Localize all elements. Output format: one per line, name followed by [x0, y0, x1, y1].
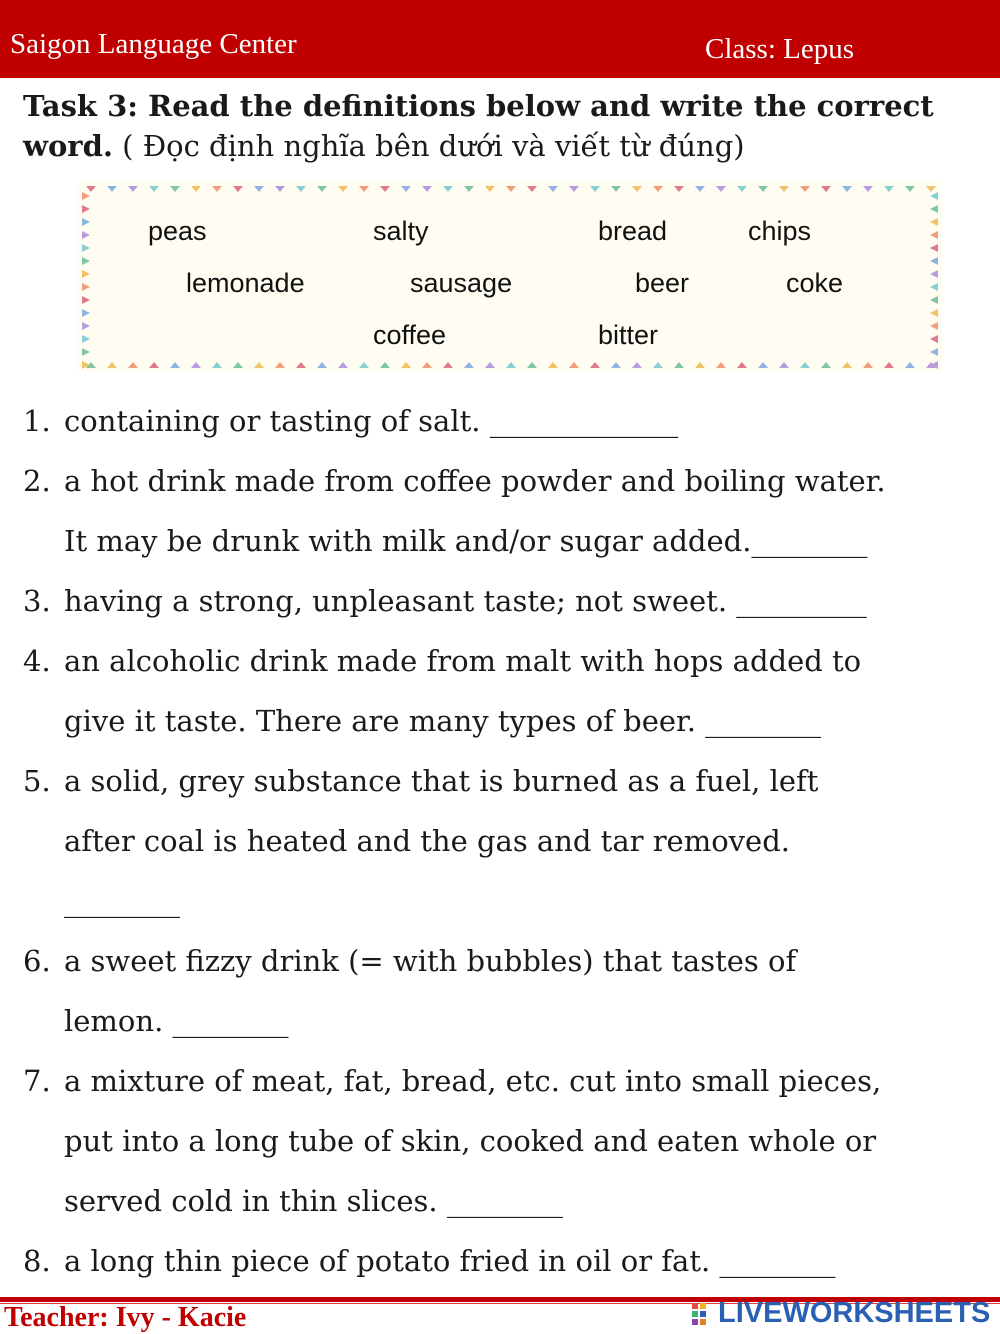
border-ornament [317, 362, 327, 368]
border-ornament [590, 362, 600, 368]
border-ornament [317, 186, 327, 192]
task-title: Task 3: Read the definitions below and write the correct word. [23, 89, 934, 163]
border-ornament [82, 192, 90, 200]
border-ornament [779, 186, 789, 192]
task-instruction [23, 86, 983, 166]
border-ornament [674, 362, 684, 368]
border-ornament [930, 257, 938, 265]
question-text: an alcoholic drink made from malt with hops added to [64, 644, 862, 678]
border-ornament [212, 186, 222, 192]
teacher-name: Teacher: Ivy - Kacie [4, 1302, 247, 1333]
border-ornament [863, 362, 873, 368]
border-ornament [170, 186, 180, 192]
question-text[interactable]: served cold in thin slices. ________ [64, 1184, 563, 1218]
border-ornament [82, 257, 90, 265]
border-ornament [82, 322, 90, 330]
question-text[interactable]: give it taste. There are many types of beer. ________ [64, 704, 822, 738]
border-ornament [128, 186, 138, 192]
border-ornament [842, 362, 852, 368]
border-ornament [674, 186, 684, 192]
border-ornament [191, 186, 201, 192]
word-bank-item: coffee [373, 320, 447, 350]
border-ornament [296, 362, 306, 368]
border-ornament [611, 186, 621, 192]
header-bar [0, 0, 1000, 78]
border-ornament [800, 362, 810, 368]
question-number: 3. [23, 584, 51, 618]
border-ornament [821, 362, 831, 368]
question-number: 7. [23, 1064, 51, 1098]
question-text: a mixture of meat, fat, bread, etc. cut into small pieces, [64, 1064, 882, 1098]
question-text[interactable]: It may be drunk with milk and/or sugar added.________ [64, 524, 868, 558]
border-ornament [401, 186, 411, 192]
word-bank-item: lemonade [186, 268, 305, 298]
question-text: a sweet fizzy drink (= with bubbles) that tastes of [64, 944, 797, 978]
border-ornament [863, 186, 873, 192]
border-ornament [821, 186, 831, 192]
border-ornament [443, 362, 453, 368]
border-ornament [527, 186, 537, 192]
border-ornament [506, 186, 516, 192]
border-ornament [930, 231, 938, 239]
border-ornament [506, 362, 516, 368]
border-ornament [930, 335, 938, 343]
border-ornament [149, 362, 159, 368]
question-number: 6. [23, 944, 51, 978]
border-ornament [653, 362, 663, 368]
border-ornament [842, 186, 852, 192]
word-bank-item: peas [148, 216, 207, 246]
border-ornament [82, 309, 90, 317]
border-ornament [485, 186, 495, 192]
border-ornament [86, 186, 96, 192]
border-ornament [930, 244, 938, 252]
school-name: Saigon Language Center [10, 28, 297, 60]
border-ornament [758, 362, 768, 368]
border-ornament [930, 283, 938, 291]
border-ornament [926, 186, 936, 192]
border-ornament [632, 362, 642, 368]
border-ornament [464, 362, 474, 368]
border-ornament [380, 186, 390, 192]
question-text: a solid, grey substance that is burned as a fuel, left [64, 764, 819, 798]
border-ornament [930, 322, 938, 330]
question-text[interactable]: having a strong, unpleasant taste; not sweet. _________ [64, 584, 867, 618]
class-name: Class: Lepus [705, 33, 855, 65]
border-ornament [233, 186, 243, 192]
border-ornament [82, 244, 90, 252]
border-ornament [296, 186, 306, 192]
border-ornament [380, 362, 390, 368]
liveworksheets-logo-icon [690, 1297, 716, 1331]
border-ornament [884, 362, 894, 368]
question-number: 8. [23, 1244, 51, 1278]
border-ornament [527, 362, 537, 368]
question-text[interactable]: containing or tasting of salt. _____________ [64, 404, 679, 438]
word-bank [78, 182, 942, 372]
border-ornament [443, 186, 453, 192]
border-ornament [254, 186, 264, 192]
border-ornament [338, 186, 348, 192]
border-ornament [464, 186, 474, 192]
border-ornament [930, 348, 938, 356]
border-ornament [191, 362, 201, 368]
word-bank-item: bread [598, 216, 668, 246]
border-ornament [82, 335, 90, 343]
border-ornament [905, 362, 915, 368]
border-ornament [632, 186, 642, 192]
border-ornament [779, 362, 789, 368]
question-number: 5. [23, 764, 51, 798]
border-ornament [716, 186, 726, 192]
border-ornament [590, 186, 600, 192]
border-ornament [82, 296, 90, 304]
border-ornament [82, 283, 90, 291]
border-ornament [422, 186, 432, 192]
border-ornament [338, 362, 348, 368]
border-ornament [716, 362, 726, 368]
question-text: put into a long tube of skin, cooked and eaten whole or [64, 1124, 877, 1158]
border-ornament [737, 362, 747, 368]
question-number: 1. [23, 404, 51, 438]
border-ornament [569, 186, 579, 192]
border-ornament [82, 218, 90, 226]
border-ornament [930, 205, 938, 213]
word-bank-item: beer [635, 268, 690, 298]
border-ornament [653, 186, 663, 192]
border-ornament [359, 186, 369, 192]
border-ornament [485, 362, 495, 368]
border-ornament [107, 186, 117, 192]
word-bank-item: sausage [410, 268, 513, 298]
border-ornament [107, 362, 117, 368]
border-ornament [82, 231, 90, 239]
word-bank-item: bitter [598, 320, 659, 350]
border-ornament [569, 362, 579, 368]
word-bank-item: chips [748, 216, 812, 246]
border-ornament [422, 362, 432, 368]
border-ornament [401, 362, 411, 368]
border-ornament [695, 186, 705, 192]
border-ornament [737, 186, 747, 192]
border-ornament [275, 186, 285, 192]
border-ornament [930, 309, 938, 317]
border-ornament [930, 192, 938, 200]
border-ornament [758, 186, 768, 192]
border-ornament [548, 362, 558, 368]
task-translation: ( Đọc định nghĩa bên dưới và viết từ đúng) [112, 129, 745, 163]
border-ornament [611, 362, 621, 368]
border-ornament [275, 362, 285, 368]
border-ornament [233, 362, 243, 368]
border-ornament [930, 270, 938, 278]
border-ornament [884, 186, 894, 192]
border-ornament [82, 270, 90, 278]
border-ornament [82, 348, 90, 356]
border-ornament [359, 362, 369, 368]
border-ornament [548, 186, 558, 192]
question-text[interactable]: a long thin piece of potato fried in oil or fat. ________ [64, 1244, 836, 1278]
liveworksheets-brand[interactable]: LIVEWORKSHEETS [718, 1297, 991, 1329]
border-ornament [254, 362, 264, 368]
border-ornament [149, 186, 159, 192]
border-ornament [170, 362, 180, 368]
border-ornament [905, 186, 915, 192]
border-ornament [930, 218, 938, 226]
border-ornament [82, 205, 90, 213]
question-number: 2. [23, 464, 51, 498]
border-ornament [800, 186, 810, 192]
word-bank-item: coke [786, 268, 844, 298]
question-text: after coal is heated and the gas and tar removed. [64, 824, 791, 858]
word-bank-item: salty [373, 216, 429, 246]
border-ornament [695, 362, 705, 368]
border-ornament [212, 362, 222, 368]
border-ornament [128, 362, 138, 368]
answer-blank[interactable]: ________ [64, 884, 180, 918]
border-ornament [930, 296, 938, 304]
question-text: a hot drink made from coffee powder and boiling water. [64, 464, 886, 498]
question-number: 4. [23, 644, 51, 678]
question-text[interactable]: lemon. ________ [64, 1004, 289, 1038]
